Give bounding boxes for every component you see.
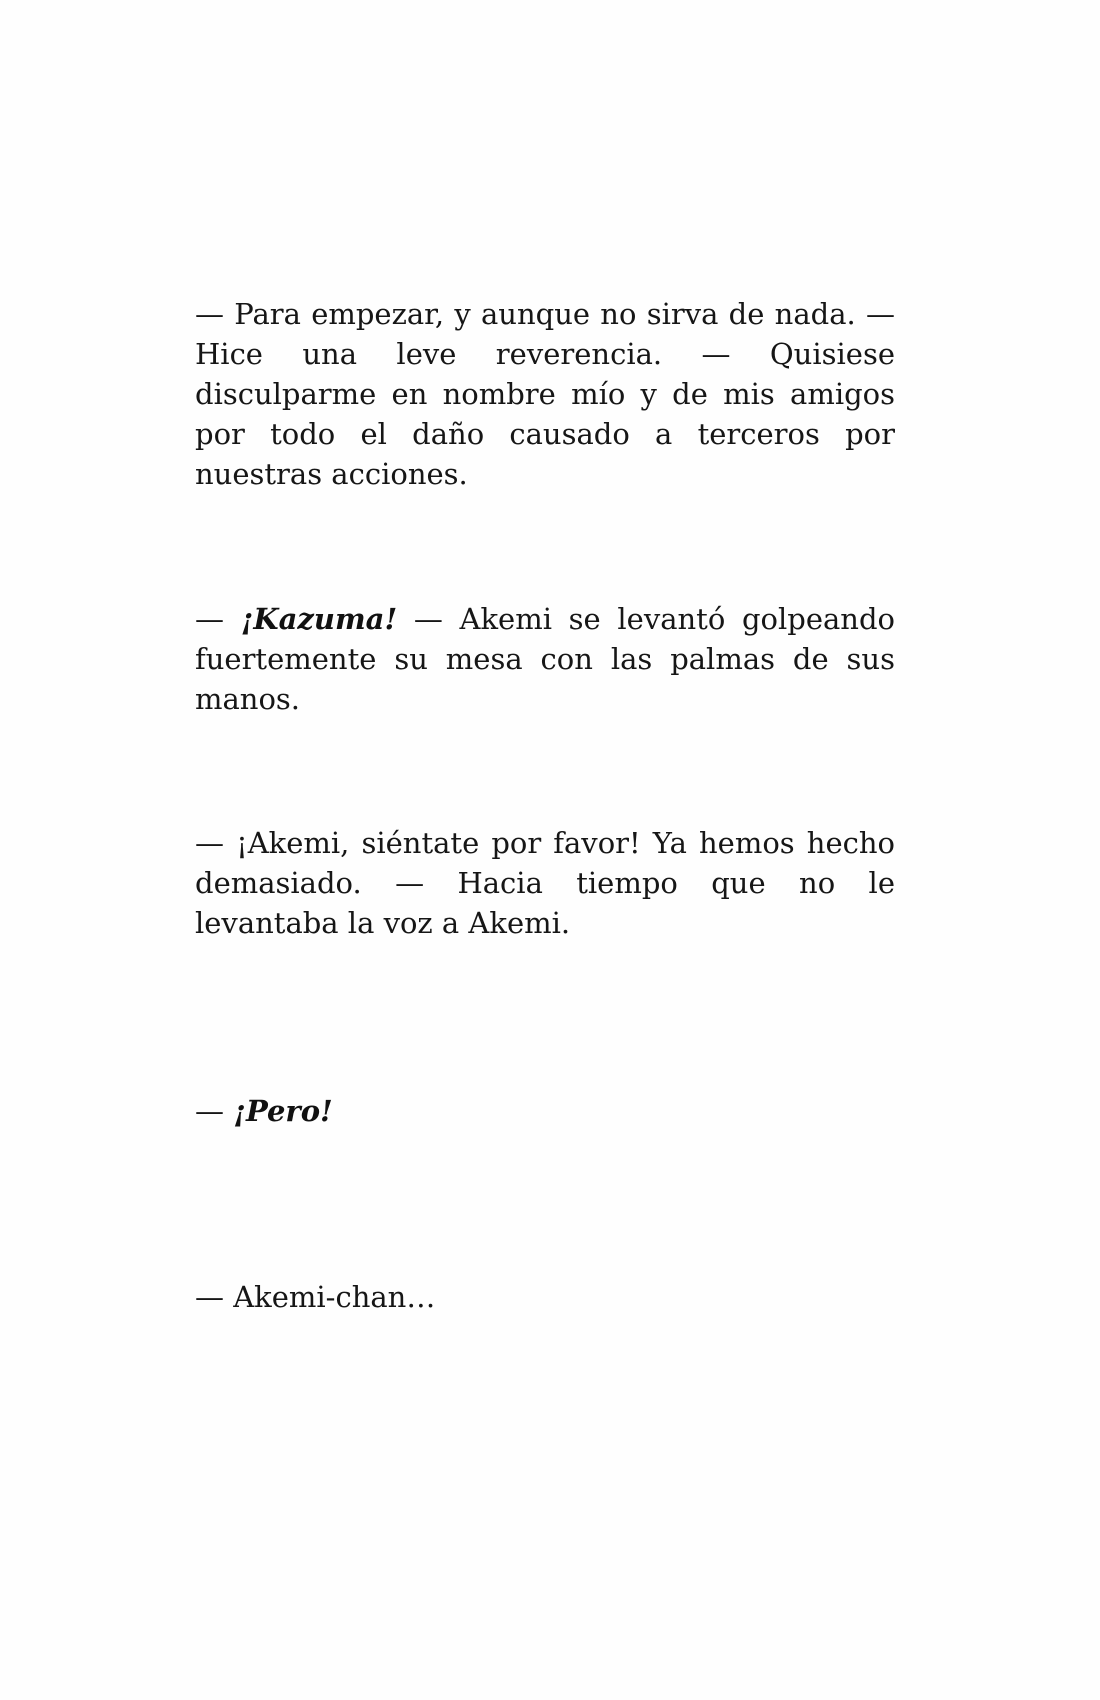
paragraph-sit-down: — ¡Akemi, siéntate por favor! Ya hemos hecho demasiado. — Hacia tiempo que no le levantaba la voz a Akemi. [195,826,895,940]
paragraph-apology: — Para empezar, y aunque no sirva de nada. — Hice una leve reverencia. — Quisiese disculparme en nombre mío y de mis amigos por todo el daño causado a terceros por nuestras acciones. [195,297,895,491]
dialogue-narration: — Akemi se levantó golpeando fuertemente su mesa con las palmas de sus manos. [195,602,895,716]
paragraph-akemi-chan: — Akemi-chan… [195,1280,436,1314]
dialogue-emphasis-kazuma: ¡Kazuma! [240,602,398,636]
dialogue-dash: — [195,602,241,636]
paragraph-akemi-interrupts [195,599,895,719]
dialogue-dash: — [195,1094,234,1128]
paragraph-pero [195,1091,895,1131]
dialogue-emphasis-pero: ¡Pero! [233,1094,333,1128]
